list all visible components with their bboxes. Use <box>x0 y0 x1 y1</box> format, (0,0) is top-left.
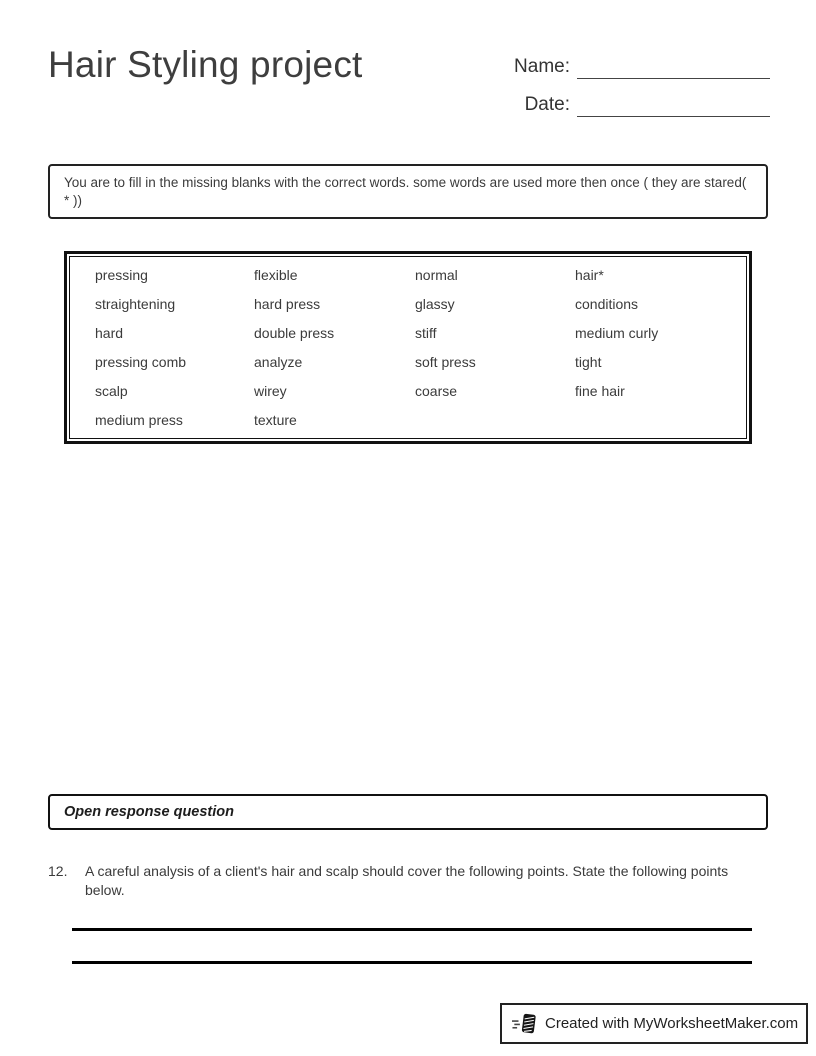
open-response-section-header <box>48 794 768 830</box>
date-label: Date: <box>524 94 570 115</box>
word-bank-item: fine hair <box>575 383 625 399</box>
word-bank-column-2 <box>254 261 415 435</box>
open-response-heading: Open response question <box>64 804 234 820</box>
word-bank-inner <box>69 256 747 439</box>
question-12 <box>48 862 760 900</box>
name-blank-line <box>577 55 770 79</box>
instructions-text: You are to fill in the missing blanks with the correct words. some words are used more then once ( they are stared( * )) <box>64 175 747 208</box>
name-row <box>478 48 770 79</box>
word-bank-item: medium curly <box>575 325 659 341</box>
word-bank-column-3 <box>415 261 575 435</box>
word-bank-item: stiff <box>415 325 437 341</box>
word-bank-item: double press <box>254 325 335 341</box>
question-number: 12. <box>48 863 68 879</box>
word-bank-column-4 <box>575 261 740 435</box>
instructions-box <box>48 164 768 219</box>
word-bank-item: straightening <box>95 296 176 312</box>
word-bank-item: normal <box>415 267 458 283</box>
word-bank <box>64 251 752 444</box>
word-bank-item: hard <box>95 325 124 341</box>
word-bank-item: pressing comb <box>95 354 187 370</box>
footer-credit-text: Created with MyWorksheetMaker.com <box>545 1015 799 1032</box>
word-bank-item: glassy <box>415 296 455 312</box>
worksheetmaker-logo-icon <box>512 1011 538 1037</box>
word-bank-item: tight <box>575 354 602 370</box>
word-bank-item: hard press <box>254 296 321 312</box>
word-bank-item: scalp <box>95 383 128 399</box>
word-bank-item: soft press <box>415 354 476 370</box>
name-label: Name: <box>514 56 570 77</box>
word-bank-item: pressing <box>95 267 148 283</box>
page-title: Hair Styling project <box>48 44 363 85</box>
footer-credit[interactable] <box>500 1003 808 1044</box>
word-bank-item: coarse <box>415 383 458 399</box>
answer-line <box>72 961 752 964</box>
word-bank-item: medium press <box>95 412 183 428</box>
date-row <box>478 86 770 117</box>
word-bank-item: conditions <box>575 296 639 312</box>
word-bank-item: texture <box>254 412 297 428</box>
date-blank-line <box>577 93 770 117</box>
question-text: A careful analysis of a client's hair and scalp should cover the following points. State the following points below. <box>85 863 729 898</box>
answer-lines <box>72 928 752 994</box>
answer-line <box>72 928 752 931</box>
word-bank-item: hair* <box>575 267 604 283</box>
name-date-block <box>478 48 770 124</box>
word-bank-item: analyze <box>254 354 303 370</box>
word-bank-column-1 <box>95 261 254 435</box>
word-bank-item: flexible <box>254 267 298 283</box>
word-bank-item: wirey <box>254 383 287 399</box>
